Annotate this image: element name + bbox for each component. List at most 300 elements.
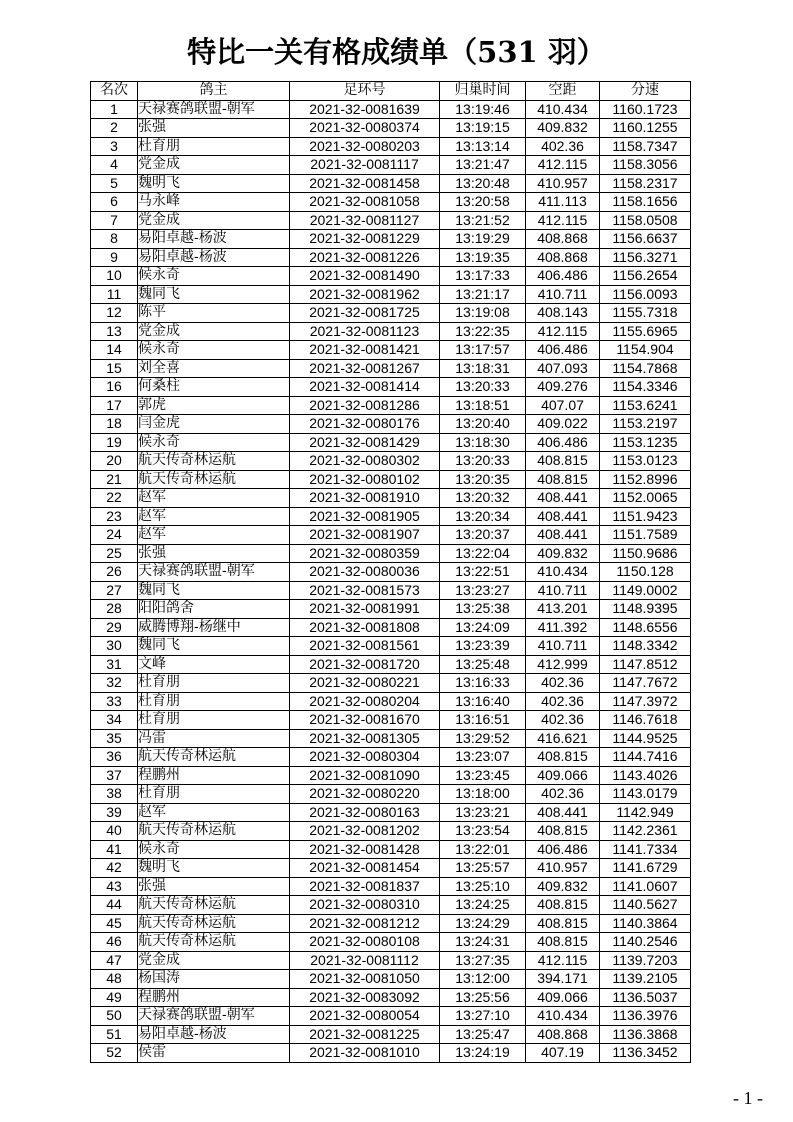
cell-owner: 航天传奇林运航 bbox=[138, 470, 290, 489]
table-row bbox=[91, 285, 691, 304]
cell-return-time: 13:23:45 bbox=[440, 766, 526, 785]
cell-return-time: 13:13:14 bbox=[440, 137, 526, 156]
table-row bbox=[91, 1044, 691, 1063]
cell-return-time: 13:20:33 bbox=[440, 452, 526, 471]
cell-rank: 47 bbox=[91, 951, 138, 970]
cell-rank: 8 bbox=[91, 230, 138, 249]
cell-rank: 24 bbox=[91, 526, 138, 545]
cell-owner: 候永奇 bbox=[138, 267, 290, 286]
cell-return-time: 13:25:38 bbox=[440, 600, 526, 619]
cell-ring-number: 2021-32-0081905 bbox=[290, 507, 440, 526]
cell-owner: 程鹏州 bbox=[138, 766, 290, 785]
cell-speed: 1139.2105 bbox=[600, 970, 691, 989]
cell-speed: 1141.7334 bbox=[600, 840, 691, 859]
cell-return-time: 13:25:48 bbox=[440, 655, 526, 674]
table-row bbox=[91, 100, 691, 119]
cell-owner: 何桑柱 bbox=[138, 378, 290, 397]
cell-rank: 16 bbox=[91, 378, 138, 397]
cell-return-time: 13:23:07 bbox=[440, 748, 526, 767]
cell-speed: 1158.3056 bbox=[600, 156, 691, 175]
cell-owner: 航天传奇林运航 bbox=[138, 748, 290, 767]
cell-rank: 17 bbox=[91, 396, 138, 415]
cell-distance: 408.815 bbox=[526, 748, 600, 767]
cell-rank: 26 bbox=[91, 563, 138, 582]
cell-ring-number: 2021-32-0081305 bbox=[290, 729, 440, 748]
cell-return-time: 13:18:00 bbox=[440, 785, 526, 804]
cell-speed: 1152.8996 bbox=[600, 470, 691, 489]
cell-speed: 1143.0179 bbox=[600, 785, 691, 804]
cell-rank: 6 bbox=[91, 193, 138, 212]
cell-speed: 1141.6729 bbox=[600, 859, 691, 878]
cell-distance: 412.115 bbox=[526, 211, 600, 230]
table-row bbox=[91, 341, 691, 360]
cell-return-time: 13:24:31 bbox=[440, 933, 526, 952]
cell-rank: 40 bbox=[91, 822, 138, 841]
table-row bbox=[91, 433, 691, 452]
cell-rank: 41 bbox=[91, 840, 138, 859]
cell-speed: 1150.128 bbox=[600, 563, 691, 582]
cell-ring-number: 2021-32-0081202 bbox=[290, 822, 440, 841]
cell-owner: 航天传奇林运航 bbox=[138, 822, 290, 841]
cell-return-time: 13:18:51 bbox=[440, 396, 526, 415]
cell-return-time: 13:20:48 bbox=[440, 174, 526, 193]
cell-ring-number: 2021-32-0081725 bbox=[290, 304, 440, 323]
cell-speed: 1147.7672 bbox=[600, 674, 691, 693]
table-row bbox=[91, 692, 691, 711]
cell-distance: 406.486 bbox=[526, 840, 600, 859]
cell-distance: 408.441 bbox=[526, 507, 600, 526]
cell-distance: 406.486 bbox=[526, 341, 600, 360]
table-row bbox=[91, 119, 691, 138]
cell-rank: 4 bbox=[91, 156, 138, 175]
cell-owner: 阳阳鸽舍 bbox=[138, 600, 290, 619]
cell-rank: 33 bbox=[91, 692, 138, 711]
cell-ring-number: 2021-32-0081286 bbox=[290, 396, 440, 415]
cell-ring-number: 2021-32-0081117 bbox=[290, 156, 440, 175]
cell-distance: 402.36 bbox=[526, 674, 600, 693]
table-row bbox=[91, 581, 691, 600]
cell-speed: 1149.0002 bbox=[600, 581, 691, 600]
cell-owner: 闫金虎 bbox=[138, 415, 290, 434]
table-row bbox=[91, 1025, 691, 1044]
cell-speed: 1144.9525 bbox=[600, 729, 691, 748]
cell-owner: 冯雷 bbox=[138, 729, 290, 748]
cell-speed: 1140.5627 bbox=[600, 896, 691, 915]
table-row bbox=[91, 674, 691, 693]
cell-distance: 413.201 bbox=[526, 600, 600, 619]
header-return-time: 归巢时间 bbox=[440, 82, 526, 101]
cell-owner: 航天传奇林运航 bbox=[138, 452, 290, 471]
cell-return-time: 13:21:52 bbox=[440, 211, 526, 230]
cell-owner: 赵军 bbox=[138, 526, 290, 545]
cell-return-time: 13:12:00 bbox=[440, 970, 526, 989]
cell-speed: 1158.2317 bbox=[600, 174, 691, 193]
cell-owner: 张强 bbox=[138, 119, 290, 138]
cell-distance: 402.36 bbox=[526, 785, 600, 804]
table-row bbox=[91, 211, 691, 230]
cell-speed: 1140.3864 bbox=[600, 914, 691, 933]
cell-speed: 1136.5037 bbox=[600, 988, 691, 1007]
cell-distance: 409.832 bbox=[526, 544, 600, 563]
cell-return-time: 13:25:57 bbox=[440, 859, 526, 878]
cell-return-time: 13:19:46 bbox=[440, 100, 526, 119]
table-row bbox=[91, 193, 691, 212]
header-speed: 分速 bbox=[600, 82, 691, 101]
cell-rank: 25 bbox=[91, 544, 138, 563]
cell-owner: 天禄赛鸽联盟-朝军 bbox=[138, 563, 290, 582]
cell-speed: 1150.9686 bbox=[600, 544, 691, 563]
cell-speed: 1156.2654 bbox=[600, 267, 691, 286]
cell-speed: 1153.6241 bbox=[600, 396, 691, 415]
cell-return-time: 13:27:10 bbox=[440, 1007, 526, 1026]
cell-return-time: 13:25:56 bbox=[440, 988, 526, 1007]
cell-distance: 410.957 bbox=[526, 174, 600, 193]
cell-owner: 杜育朋 bbox=[138, 692, 290, 711]
table-row bbox=[91, 304, 691, 323]
cell-speed: 1136.3868 bbox=[600, 1025, 691, 1044]
cell-owner: 程鹏州 bbox=[138, 988, 290, 1007]
cell-speed: 1139.7203 bbox=[600, 951, 691, 970]
table-row bbox=[91, 1007, 691, 1026]
cell-speed: 1152.0065 bbox=[600, 489, 691, 508]
cell-ring-number: 2021-32-0081123 bbox=[290, 322, 440, 341]
cell-speed: 1136.3976 bbox=[600, 1007, 691, 1026]
cell-speed: 1158.0508 bbox=[600, 211, 691, 230]
cell-distance: 412.115 bbox=[526, 322, 600, 341]
cell-distance: 410.711 bbox=[526, 581, 600, 600]
cell-rank: 44 bbox=[91, 896, 138, 915]
cell-speed: 1156.6637 bbox=[600, 230, 691, 249]
cell-rank: 22 bbox=[91, 489, 138, 508]
cell-return-time: 13:22:04 bbox=[440, 544, 526, 563]
cell-distance: 406.486 bbox=[526, 433, 600, 452]
cell-rank: 23 bbox=[91, 507, 138, 526]
table-row bbox=[91, 729, 691, 748]
cell-distance: 402.36 bbox=[526, 137, 600, 156]
cell-distance: 416.621 bbox=[526, 729, 600, 748]
table-row bbox=[91, 822, 691, 841]
cell-return-time: 13:23:54 bbox=[440, 822, 526, 841]
cell-rank: 51 bbox=[91, 1025, 138, 1044]
cell-ring-number: 2021-32-0081907 bbox=[290, 526, 440, 545]
cell-speed: 1158.1656 bbox=[600, 193, 691, 212]
cell-ring-number: 2021-32-0080203 bbox=[290, 137, 440, 156]
cell-ring-number: 2021-32-0083092 bbox=[290, 988, 440, 1007]
cell-rank: 1 bbox=[91, 100, 138, 119]
cell-ring-number: 2021-32-0081267 bbox=[290, 359, 440, 378]
cell-ring-number: 2021-32-0081490 bbox=[290, 267, 440, 286]
cell-ring-number: 2021-32-0080102 bbox=[290, 470, 440, 489]
table-row bbox=[91, 563, 691, 582]
header-distance: 空距 bbox=[526, 82, 600, 101]
cell-speed: 1155.7318 bbox=[600, 304, 691, 323]
header-ring-number: 足环号 bbox=[290, 82, 440, 101]
cell-owner: 候永奇 bbox=[138, 433, 290, 452]
cell-ring-number: 2021-32-0081561 bbox=[290, 637, 440, 656]
cell-return-time: 13:27:35 bbox=[440, 951, 526, 970]
cell-distance: 412.115 bbox=[526, 156, 600, 175]
cell-distance: 410.434 bbox=[526, 563, 600, 582]
cell-ring-number: 2021-32-0081212 bbox=[290, 914, 440, 933]
cell-ring-number: 2021-32-0081010 bbox=[290, 1044, 440, 1063]
header-owner: 鸽主 bbox=[138, 82, 290, 101]
cell-distance: 409.022 bbox=[526, 415, 600, 434]
cell-ring-number: 2021-32-0081428 bbox=[290, 840, 440, 859]
table-row bbox=[91, 507, 691, 526]
cell-return-time: 13:16:33 bbox=[440, 674, 526, 693]
cell-ring-number: 2021-32-0080108 bbox=[290, 933, 440, 952]
cell-distance: 410.434 bbox=[526, 100, 600, 119]
cell-return-time: 13:16:51 bbox=[440, 711, 526, 730]
header-rank: 名次 bbox=[91, 82, 138, 101]
table-row bbox=[91, 470, 691, 489]
cell-owner: 杨国涛 bbox=[138, 970, 290, 989]
cell-return-time: 13:20:37 bbox=[440, 526, 526, 545]
cell-distance: 407.093 bbox=[526, 359, 600, 378]
table-row bbox=[91, 840, 691, 859]
table-row bbox=[91, 174, 691, 193]
cell-distance: 408.815 bbox=[526, 914, 600, 933]
cell-rank: 31 bbox=[91, 655, 138, 674]
cell-ring-number: 2021-32-0081226 bbox=[290, 248, 440, 267]
cell-ring-number: 2021-32-0081127 bbox=[290, 211, 440, 230]
cell-speed: 1140.2546 bbox=[600, 933, 691, 952]
cell-owner: 刘全喜 bbox=[138, 359, 290, 378]
table-row bbox=[91, 230, 691, 249]
cell-return-time: 13:18:30 bbox=[440, 433, 526, 452]
cell-distance: 412.999 bbox=[526, 655, 600, 674]
cell-ring-number: 2021-32-0081639 bbox=[290, 100, 440, 119]
table-row bbox=[91, 359, 691, 378]
cell-distance: 408.143 bbox=[526, 304, 600, 323]
cell-owner: 天禄赛鸽联盟-朝军 bbox=[138, 1007, 290, 1026]
cell-speed: 1147.8512 bbox=[600, 655, 691, 674]
cell-owner: 张强 bbox=[138, 877, 290, 896]
cell-ring-number: 2021-32-0081090 bbox=[290, 766, 440, 785]
cell-rank: 45 bbox=[91, 914, 138, 933]
cell-ring-number: 2021-32-0081225 bbox=[290, 1025, 440, 1044]
cell-rank: 30 bbox=[91, 637, 138, 656]
cell-owner: 航天传奇林运航 bbox=[138, 914, 290, 933]
cell-owner: 党金成 bbox=[138, 211, 290, 230]
cell-ring-number: 2021-32-0080310 bbox=[290, 896, 440, 915]
cell-ring-number: 2021-32-0081910 bbox=[290, 489, 440, 508]
cell-owner: 候永奇 bbox=[138, 341, 290, 360]
table-row bbox=[91, 711, 691, 730]
cell-rank: 12 bbox=[91, 304, 138, 323]
cell-return-time: 13:20:33 bbox=[440, 378, 526, 397]
cell-rank: 2 bbox=[91, 119, 138, 138]
page-title: 特比一关有格成绩单（531 羽） bbox=[187, 35, 606, 69]
cell-owner: 赵军 bbox=[138, 507, 290, 526]
cell-speed: 1147.3972 bbox=[600, 692, 691, 711]
cell-distance: 407.19 bbox=[526, 1044, 600, 1063]
cell-ring-number: 2021-32-0080163 bbox=[290, 803, 440, 822]
table-row bbox=[91, 267, 691, 286]
cell-speed: 1153.0123 bbox=[600, 452, 691, 471]
cell-owner: 威腾博翔-杨继中 bbox=[138, 618, 290, 637]
cell-distance: 409.066 bbox=[526, 766, 600, 785]
cell-speed: 1153.1235 bbox=[600, 433, 691, 452]
cell-ring-number: 2021-32-0081050 bbox=[290, 970, 440, 989]
cell-distance: 409.832 bbox=[526, 877, 600, 896]
table-row bbox=[91, 970, 691, 989]
table-row bbox=[91, 137, 691, 156]
cell-owner: 赵军 bbox=[138, 803, 290, 822]
cell-owner: 魏同飞 bbox=[138, 637, 290, 656]
cell-distance: 402.36 bbox=[526, 692, 600, 711]
cell-rank: 27 bbox=[91, 581, 138, 600]
cell-return-time: 13:25:47 bbox=[440, 1025, 526, 1044]
table-row bbox=[91, 378, 691, 397]
cell-return-time: 13:24:29 bbox=[440, 914, 526, 933]
cell-rank: 15 bbox=[91, 359, 138, 378]
cell-distance: 410.957 bbox=[526, 859, 600, 878]
cell-owner: 航天传奇林运航 bbox=[138, 933, 290, 952]
cell-rank: 38 bbox=[91, 785, 138, 804]
cell-rank: 20 bbox=[91, 452, 138, 471]
cell-owner: 党金成 bbox=[138, 951, 290, 970]
cell-return-time: 13:25:10 bbox=[440, 877, 526, 896]
cell-rank: 43 bbox=[91, 877, 138, 896]
table-row bbox=[91, 637, 691, 656]
cell-ring-number: 2021-32-0081962 bbox=[290, 285, 440, 304]
cell-speed: 1153.2197 bbox=[600, 415, 691, 434]
cell-owner: 杜育朋 bbox=[138, 137, 290, 156]
cell-speed: 1154.7868 bbox=[600, 359, 691, 378]
cell-distance: 409.832 bbox=[526, 119, 600, 138]
cell-owner: 魏同飞 bbox=[138, 581, 290, 600]
cell-return-time: 13:19:08 bbox=[440, 304, 526, 323]
cell-owner: 易阳卓越-杨波 bbox=[138, 248, 290, 267]
cell-return-time: 13:16:40 bbox=[440, 692, 526, 711]
cell-distance: 409.276 bbox=[526, 378, 600, 397]
cell-owner: 易阳卓越-杨波 bbox=[138, 1025, 290, 1044]
cell-speed: 1154.3346 bbox=[600, 378, 691, 397]
cell-ring-number: 2021-32-0081112 bbox=[290, 951, 440, 970]
table-body bbox=[91, 100, 691, 1062]
cell-rank: 34 bbox=[91, 711, 138, 730]
cell-distance: 412.115 bbox=[526, 951, 600, 970]
cell-ring-number: 2021-32-0080204 bbox=[290, 692, 440, 711]
cell-owner: 魏同飞 bbox=[138, 285, 290, 304]
cell-distance: 408.441 bbox=[526, 489, 600, 508]
cell-speed: 1146.7618 bbox=[600, 711, 691, 730]
cell-owner: 赵军 bbox=[138, 489, 290, 508]
cell-distance: 408.815 bbox=[526, 933, 600, 952]
cell-distance: 408.815 bbox=[526, 470, 600, 489]
cell-ring-number: 2021-32-0081808 bbox=[290, 618, 440, 637]
table-row bbox=[91, 859, 691, 878]
cell-ring-number: 2021-32-0081454 bbox=[290, 859, 440, 878]
cell-return-time: 13:19:15 bbox=[440, 119, 526, 138]
table-row bbox=[91, 933, 691, 952]
cell-ring-number: 2021-32-0081058 bbox=[290, 193, 440, 212]
cell-return-time: 13:17:33 bbox=[440, 267, 526, 286]
cell-rank: 10 bbox=[91, 267, 138, 286]
table-row bbox=[91, 489, 691, 508]
cell-return-time: 13:23:27 bbox=[440, 581, 526, 600]
cell-ring-number: 2021-32-0081720 bbox=[290, 655, 440, 674]
table-row bbox=[91, 452, 691, 471]
table-row bbox=[91, 988, 691, 1007]
cell-ring-number: 2021-32-0081458 bbox=[290, 174, 440, 193]
cell-rank: 18 bbox=[91, 415, 138, 434]
cell-rank: 46 bbox=[91, 933, 138, 952]
cell-rank: 7 bbox=[91, 211, 138, 230]
table-header-row bbox=[91, 82, 691, 101]
cell-ring-number: 2021-32-0080304 bbox=[290, 748, 440, 767]
cell-distance: 402.36 bbox=[526, 711, 600, 730]
cell-return-time: 13:24:25 bbox=[440, 896, 526, 915]
cell-return-time: 13:23:39 bbox=[440, 637, 526, 656]
cell-ring-number: 2021-32-0080220 bbox=[290, 785, 440, 804]
table-row bbox=[91, 766, 691, 785]
table-row bbox=[91, 544, 691, 563]
cell-speed: 1156.0093 bbox=[600, 285, 691, 304]
cell-speed: 1155.6965 bbox=[600, 322, 691, 341]
table-row bbox=[91, 748, 691, 767]
cell-return-time: 13:21:47 bbox=[440, 156, 526, 175]
cell-distance: 410.434 bbox=[526, 1007, 600, 1026]
cell-owner: 陈平 bbox=[138, 304, 290, 323]
table-row bbox=[91, 248, 691, 267]
cell-owner: 候永奇 bbox=[138, 840, 290, 859]
cell-owner: 魏明飞 bbox=[138, 859, 290, 878]
cell-distance: 409.066 bbox=[526, 988, 600, 1007]
cell-return-time: 13:24:19 bbox=[440, 1044, 526, 1063]
cell-ring-number: 2021-32-0080221 bbox=[290, 674, 440, 693]
cell-owner: 党金成 bbox=[138, 322, 290, 341]
cell-speed: 1148.3342 bbox=[600, 637, 691, 656]
cell-distance: 408.868 bbox=[526, 230, 600, 249]
cell-return-time: 13:21:17 bbox=[440, 285, 526, 304]
cell-rank: 49 bbox=[91, 988, 138, 1007]
table-row bbox=[91, 896, 691, 915]
table-row bbox=[91, 415, 691, 434]
cell-owner: 杜育朋 bbox=[138, 785, 290, 804]
cell-ring-number: 2021-32-0081229 bbox=[290, 230, 440, 249]
page-number: - 1 - bbox=[733, 1088, 763, 1108]
table-row bbox=[91, 396, 691, 415]
cell-owner: 易阳卓越-杨波 bbox=[138, 230, 290, 249]
cell-rank: 39 bbox=[91, 803, 138, 822]
table-row bbox=[91, 600, 691, 619]
cell-distance: 394.171 bbox=[526, 970, 600, 989]
cell-distance: 406.486 bbox=[526, 267, 600, 286]
cell-rank: 13 bbox=[91, 322, 138, 341]
cell-return-time: 13:17:57 bbox=[440, 341, 526, 360]
cell-speed: 1141.0607 bbox=[600, 877, 691, 896]
cell-owner: 航天传奇林运航 bbox=[138, 896, 290, 915]
cell-rank: 9 bbox=[91, 248, 138, 267]
table-row bbox=[91, 655, 691, 674]
cell-owner: 天禄赛鸽联盟-朝军 bbox=[138, 100, 290, 119]
cell-speed: 1160.1255 bbox=[600, 119, 691, 138]
cell-speed: 1156.3271 bbox=[600, 248, 691, 267]
cell-return-time: 13:20:58 bbox=[440, 193, 526, 212]
cell-return-time: 13:22:01 bbox=[440, 840, 526, 859]
cell-owner: 魏明飞 bbox=[138, 174, 290, 193]
cell-rank: 48 bbox=[91, 970, 138, 989]
cell-return-time: 13:24:09 bbox=[440, 618, 526, 637]
cell-ring-number: 2021-32-0081670 bbox=[290, 711, 440, 730]
cell-speed: 1154.904 bbox=[600, 341, 691, 360]
cell-distance: 408.868 bbox=[526, 248, 600, 267]
cell-return-time: 13:29:52 bbox=[440, 729, 526, 748]
cell-owner: 党金成 bbox=[138, 156, 290, 175]
cell-rank: 11 bbox=[91, 285, 138, 304]
